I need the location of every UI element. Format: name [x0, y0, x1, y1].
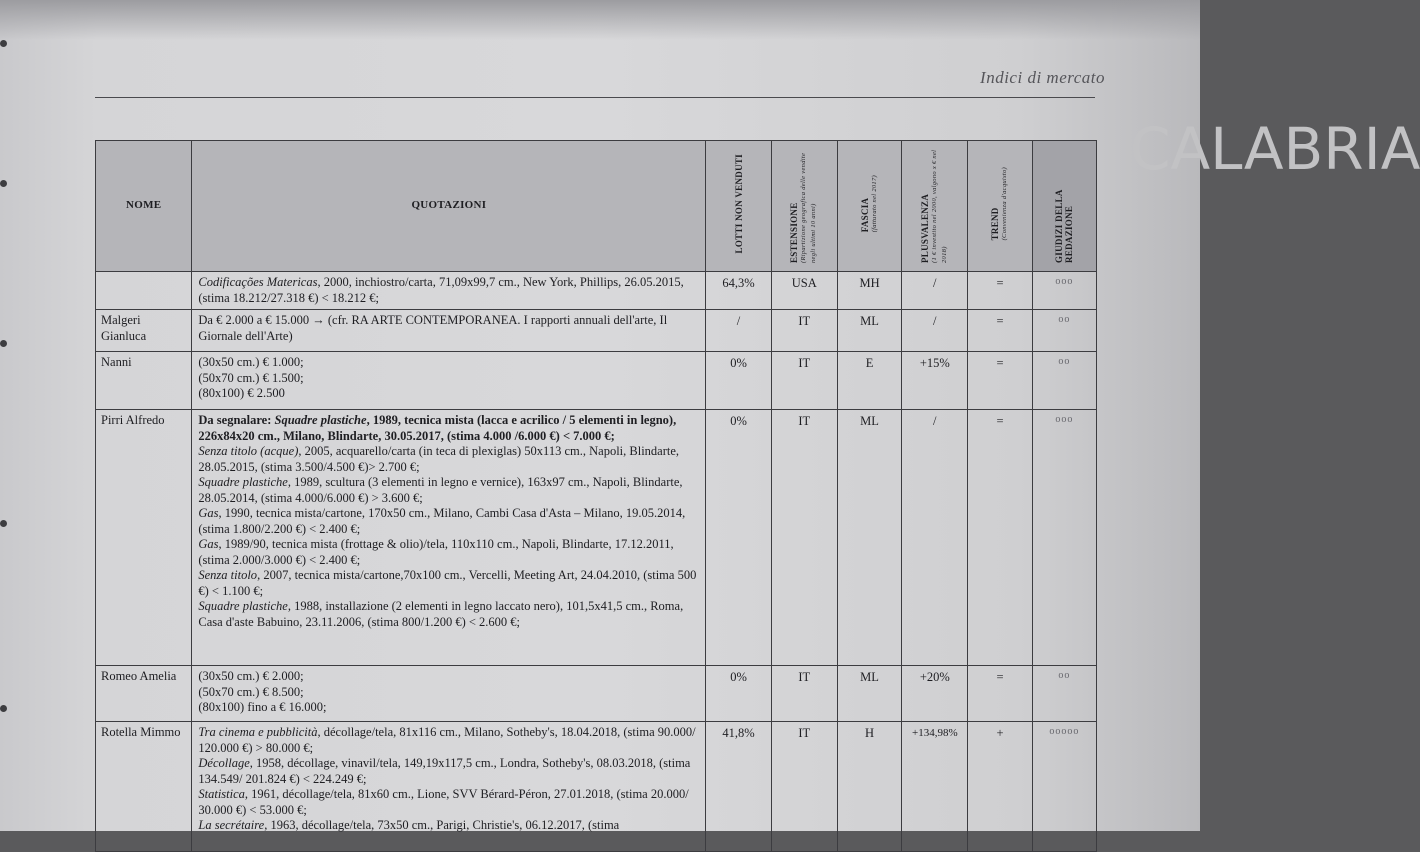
trend-value: +: [968, 722, 1032, 852]
col-header-nome: NOME: [96, 141, 192, 272]
col-header-giudizi: [1032, 141, 1096, 272]
plusvalenza-value: /: [902, 272, 968, 310]
rating-circles: ooooo: [1032, 722, 1096, 852]
trend-sublabel: (Convenienza d'acquisto): [1001, 166, 1009, 240]
market-index-table: [95, 140, 1097, 852]
artist-name: Pirri Alfredo: [96, 410, 192, 666]
estensione-value: IT: [771, 722, 837, 852]
giudizi-label: GIUDIZI DELLA REDAZIONE: [1054, 190, 1075, 264]
lotti-value: 41,8%: [706, 722, 771, 852]
lotti-value: 64,3%: [706, 272, 771, 310]
lotti-value: /: [706, 310, 771, 352]
plusvalenza-value: +134,98%: [902, 722, 968, 852]
trend-value: =: [968, 666, 1032, 722]
rating-circles: oo: [1032, 310, 1096, 352]
table-row: [96, 272, 1097, 310]
estensione-sublabel: (Ripartizione geografica delle vendite negli ultimi 10 anni): [800, 153, 818, 264]
quotation-cell: Da segnalare: Squadre plastiche, 1989, tecnica mista (lacca e acrilico / 5 elementi in legno), 226x84x20 cm., Milano, Blindarte, 30.05.2017, (stima 4.000 /6.000 €) < 7.000 €; Senza titolo (acque), 2005, acquarello/carta (in teca di plexiglas) 50x113 cm., Napoli, Blindarte, 28.05.2015, (stima 3.500/4.500 €)> 2.700 €; Squadre plastiche, 1989, scultura (3 elementi in legno e vernice), 163x97 cm., Napoli, Blindarte, 28.05.2014, (stima 4.000/6.000 €) > 3.600 €; Gas, 1990, tecnica mista/cartone, 170x50 cm., Milano, Cambi Casa d'Asta – Milano, 19.05.2014, (stima 1.800/2.200 €) < 2.400 €; Gas, 1989/90, tecnica mista (frottage & olio)/tela, 110x110 cm., Napoli, Blindarte, 17.12.2011, (stima 2.000/3.000 €) < 2.400 €; Senza titolo, 2007, tecnica mista/cartone,70x100 cm., Vercelli, Meeting Art, 24.04.2010, (stima 500 €) < 1.100 €; Squadre plastiche, 1988, installazione (2 elementi in legno laccato nero), 101,5x41,5 cm., Roma, Casa d'aste Babuino, 23.11.2006, (stima 800/1.200 €) < 2.600 €;: [192, 410, 706, 666]
binding-hole: [0, 705, 7, 712]
artist-name: Romeo Amelia: [96, 666, 192, 722]
fascia-value: E: [837, 352, 901, 410]
fascia-label: FASCIA: [859, 197, 870, 232]
plusvalenza-sublabel: (1 € investito nel 2000, valgono x € nel 2018): [930, 149, 948, 264]
plusvalenza-value: +20%: [902, 666, 968, 722]
lotti-value: 0%: [706, 666, 771, 722]
plusvalenza-value: +15%: [902, 352, 968, 410]
quotation-cell: Tra cinema e pubblicità, décollage/tela, 81x116 cm., Milano, Sotheby's, 18.04.2018, (stima 90.000/ 120.000 €) > 80.000 €; Décollage, 1958, décollage, vinavil/tela, 149,19x117,5 cm., Londra, Sotheby's, 08.03.2018, (stima 134.549/ 201.824 €) < 224.249 €; Statistica, 1961, décollage/tela, 81x60 cm., Lione, SVV Bérard-Péron, 27.01.2018, (stima 20.000/ 30.000 €) < 53.000 €; La secrétaire, 1963, décollage/tela, 73x50 cm., Parigi, Christie's, 06.12.2017, (stima: [192, 722, 706, 852]
lotti-value: 0%: [706, 410, 771, 666]
table-header-row: [96, 141, 1097, 272]
trend-value: =: [968, 352, 1032, 410]
binding-hole: [0, 180, 7, 187]
binding-hole: [0, 340, 7, 347]
estensione-value: IT: [771, 352, 837, 410]
rating-circles: oo: [1032, 352, 1096, 410]
binding-hole: [0, 40, 7, 47]
col-header-plusvalenza: [902, 141, 968, 272]
fascia-value: ML: [837, 310, 901, 352]
artist-name: [96, 272, 192, 310]
col-header-estensione: [771, 141, 837, 272]
table-row: [96, 352, 1097, 410]
artist-name: Rotella Mimmo: [96, 722, 192, 852]
estensione-label: ESTENSIONE: [789, 202, 800, 264]
quotation-cell: Da € 2.000 a € 15.000 → (cfr. RA ARTE CONTEMPORANEA. I rapporti annuali dell'arte, Il Giornale dell'Arte): [192, 310, 706, 352]
fascia-value: MH: [837, 272, 901, 310]
table-row: [96, 722, 1097, 852]
estensione-value: IT: [771, 410, 837, 666]
fascia-value: ML: [837, 666, 901, 722]
col-header-lotti: [706, 141, 771, 272]
lotti-label: LOTTI NON VENDUTI: [733, 153, 744, 253]
side-region-word: CALABRIA: [1130, 115, 1420, 183]
page-shadow: [0, 0, 1200, 40]
artist-name: Nanni: [96, 352, 192, 410]
header-rule: [95, 97, 1095, 98]
table-row: [96, 666, 1097, 722]
quotation-cell: Codificações Matericas, 2000, inchiostro/carta, 71,09x99,7 cm., New York, Phillips, 26.05.2015, (stima 18.212/27.318 €) < 18.212 €;: [192, 272, 706, 310]
running-header: Indici di mercato: [980, 68, 1105, 87]
estensione-value: IT: [771, 666, 837, 722]
trend-value: =: [968, 272, 1032, 310]
col-header-trend: [968, 141, 1032, 272]
plusvalenza-value: /: [902, 410, 968, 666]
binding-hole: [0, 520, 7, 527]
table-row: [96, 410, 1097, 666]
quotation-cell: (30x50 cm.) € 1.000; (50x70 cm.) € 1.500; (80x100) € 2.500: [192, 352, 706, 410]
table-row: [96, 310, 1097, 352]
lotti-value: 0%: [706, 352, 771, 410]
estensione-value: USA: [771, 272, 837, 310]
fascia-value: H: [837, 722, 901, 852]
plusvalenza-label: PLUSVALENZA: [919, 194, 930, 264]
col-header-fascia: [837, 141, 901, 272]
estensione-value: IT: [771, 310, 837, 352]
rating-circles: oo: [1032, 666, 1096, 722]
artist-name: Malgeri Gianluca: [96, 310, 192, 352]
plusvalenza-value: /: [902, 310, 968, 352]
quotation-cell: (30x50 cm.) € 2.000; (50x70 cm.) € 8.500; (80x100) fino a € 16.000;: [192, 666, 706, 722]
binding-holes: [0, 0, 12, 831]
fascia-sublabel: (fatturato nel 2017): [870, 174, 878, 232]
trend-value: =: [968, 410, 1032, 666]
rating-circles: ooo: [1032, 410, 1096, 666]
fascia-value: ML: [837, 410, 901, 666]
trend-label: TREND: [990, 206, 1001, 240]
trend-value: =: [968, 310, 1032, 352]
col-header-quotazioni: QUOTAZIONI: [192, 141, 706, 272]
rating-circles: ooo: [1032, 272, 1096, 310]
